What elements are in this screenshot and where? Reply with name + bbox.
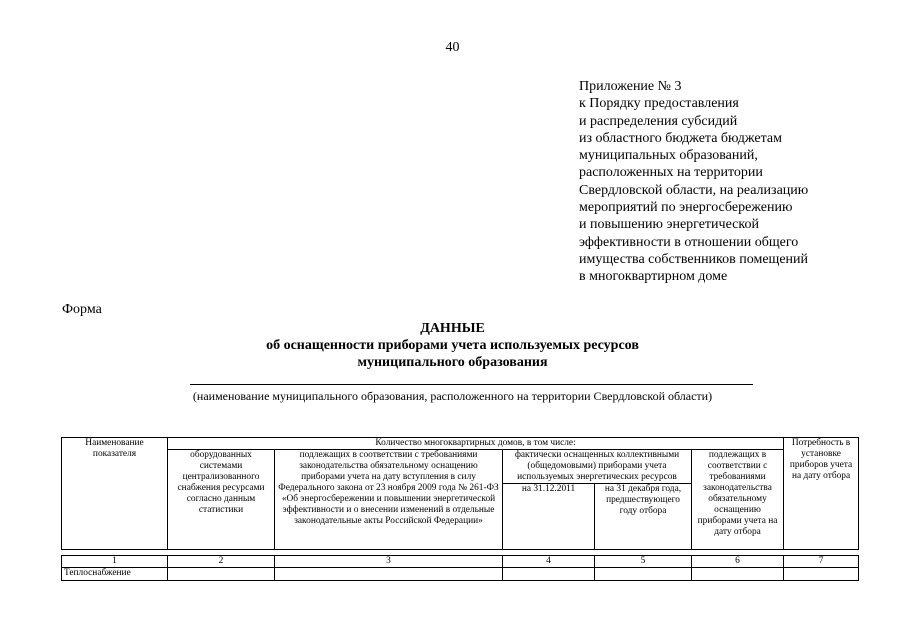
header-on-date-2011: на 31.12.2011 [503, 484, 595, 550]
appendix-line: и распределения субсидий [579, 113, 738, 129]
page-number: 40 [445, 40, 460, 55]
column-number: 1 [62, 556, 168, 568]
appendix-line: имущества собственников помещений [579, 251, 809, 267]
appendix-line: Приложение № 3 [579, 79, 682, 94]
header-count-group: Количество многоквартирных домов, в том числе: [168, 438, 784, 450]
table-cell[interactable] [503, 568, 595, 581]
table-row [62, 568, 859, 581]
table-cell[interactable] [784, 568, 859, 581]
appendix-line: из областного бюджета бюджетам [579, 130, 782, 146]
header-equipped-central: оборудованных системами централизованного снабжения ресурсами согласно данным статистики [168, 450, 275, 550]
table-cell[interactable] [692, 568, 784, 581]
column-number: 6 [692, 556, 784, 568]
header-subject-on-date: подлежащих в соответствии с требованиями законодательства обязательному оснащению приборами учета на дату отбора [692, 450, 784, 550]
table-cell[interactable] [168, 568, 275, 581]
appendix-line: мероприятий по энергосбережению [579, 200, 793, 216]
municipality-name-line[interactable] [190, 384, 753, 385]
appendix-line: муниципальных образований, [579, 148, 758, 164]
title-line-3: муниципального образования [357, 355, 548, 370]
form-label: Форма [62, 302, 102, 317]
document-title [0, 320, 905, 371]
appendix-line: в многоквартирном доме [579, 269, 728, 285]
appendix-line: и повышению энергетической [579, 217, 759, 233]
appendix-line: эффективности в отношении общего [579, 234, 799, 250]
appendix-line: к Порядку предоставления [579, 96, 739, 112]
row-indicator: Теплоснабжение [62, 568, 168, 581]
data-table [61, 437, 859, 581]
title-line-1: ДАННЫЕ [420, 321, 485, 336]
table-cell[interactable] [275, 568, 503, 581]
column-number: 3 [275, 556, 503, 568]
table-cell[interactable] [595, 568, 692, 581]
header-actually-equipped: фактически оснащенных коллективными (общедомовыми) приборами учета используемых энергетических ресурсов [503, 450, 692, 484]
appendix-line: расположенных на территории [579, 165, 763, 181]
appendix-block [579, 78, 879, 286]
header-need: Потребность в установке приборов учета на дату отбора [784, 438, 859, 550]
municipality-name-caption: (наименование муниципального образования, расположенного на территории Свердловской области) [192, 389, 713, 403]
column-number: 5 [595, 556, 692, 568]
column-number: 4 [503, 556, 595, 568]
appendix-line: Свердловской области, на реализацию [579, 182, 809, 198]
column-number: 2 [168, 556, 275, 568]
header-indicator: Наименование показателя [62, 438, 168, 550]
header-subject-law: подлежащих в соответствии с требованиями законодательства обязательному оснащению приборами учета на дату вступления в силу Федерального закона от 23 ноября 2009 года № 261-ФЗ «Об энергосбережении и повышении энергетической эффективности и о внесении изменений в отдельные законодательные акты Российской Федерации» [275, 450, 503, 550]
title-line-2: об оснащенности приборами учета используемых ресурсов [266, 338, 639, 353]
header-on-dec31-prev: на 31 декабря года, предшествующего году отбора [595, 484, 692, 550]
column-number: 7 [784, 556, 859, 568]
